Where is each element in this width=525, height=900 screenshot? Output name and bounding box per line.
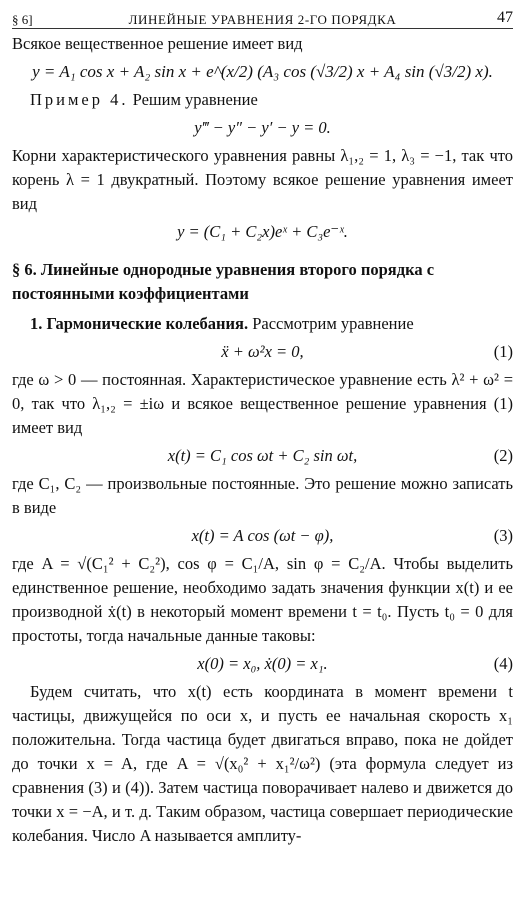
equation-solution-example: y = (C₁ + C₂x)eˣ + C₃e⁻ˣ. [177,222,348,241]
running-header [12,8,513,28]
paragraph-7: Будем считать, что x(t) есть координата в момент времени t частицы, движущейся по оси x, и пусть ее начальная скорость x₁ положительна. Тогда частица будет двигаться вправо, пока не дойдет до точки x = A, где A = √(x₀² + x₁²/ω²) (эта формула следует из сравнения (3) и (4)). Затем частица поворачивает налево и движется до точки x = −A, и т. д. Таким образом, частица совершает периодические колебания. Число A называется амплиту- [12,682,513,845]
paragraph-4: где ω > 0 — постоянная. Характеристическое уравнение есть λ² + ω² = 0, так что λ₁,₂ = ±iω и всякое вещественное решение уравнения (1) имеет вид [12,370,513,437]
equation-2-tag: (2) [493,446,513,465]
header-title: ЛИНЕЙНЫЕ УРАВНЕНИЯ 2-ГО ПОРЯДКА [128,12,397,27]
equation-3-body: x(t) = A cos (ωt − φ), [191,526,334,545]
paragraph-1: Всякое вещественное решение имеет вид [12,34,303,53]
equation-1 [12,340,513,364]
equation-1-tag: (1) [493,342,513,361]
section-heading: § 6. Линейные однородные уравнения второго порядка с постоянными коэффициентами [12,260,435,303]
equation-3-tag: (3) [493,526,513,545]
example-label: Пример 4. [30,90,129,109]
paragraph-2: Корни характеристического уравнения равны λ₁,₂ = 1, λ₃ = −1, так что корень λ = 1 двукратный. Поэтому всякое решение уравнения имеет вид [12,146,513,213]
equation-4 [12,652,513,676]
equation-3 [12,524,513,548]
header-section: § 6] [12,12,33,27]
equation-4-tag: (4) [493,654,513,673]
equation-2-body: x(t) = C₁ cos ωt + C₂ sin ωt, [167,446,358,465]
header-rule [12,28,513,29]
page-number: 47 [497,9,513,26]
example-text: Решим уравнение [132,90,258,109]
example-4 [12,88,513,112]
harmonic-intro-text: Рассмотрим уравнение [252,314,414,333]
page-body [12,32,513,848]
equation-1-body: ẍ + ω²x = 0, [221,342,304,361]
equation-example: y‴ − y″ − y′ − y = 0. [194,118,331,137]
equation-4-body: x(0) = x₀, ẋ(0) = x₁. [197,654,328,673]
harmonic-intro [12,312,513,336]
equation-2 [12,444,513,468]
equation-general-solution: y = A₁ cos x + A₂ sin x + e^(x/2) (A₃ cos (√3/2) x + A₄ sin (√3/2) x). [32,62,493,81]
subsection-heading: 1. Гармонические колебания. [30,314,249,333]
paragraph-5: где C₁, C₂ — произвольные постоянные. Это решение можно записать в виде [12,474,513,517]
paragraph-6: где A = √(C₁² + C₂²), cos φ = C₁/A, sin φ = C₂/A. Чтобы выделить единственное решение, необходимо задать значения функции x(t) и ее производной ẋ(t) в некоторый момент времени t = t₀. Пусть t₀ = 0 для простоты, тогда начальные данные таковы: [12,554,513,645]
